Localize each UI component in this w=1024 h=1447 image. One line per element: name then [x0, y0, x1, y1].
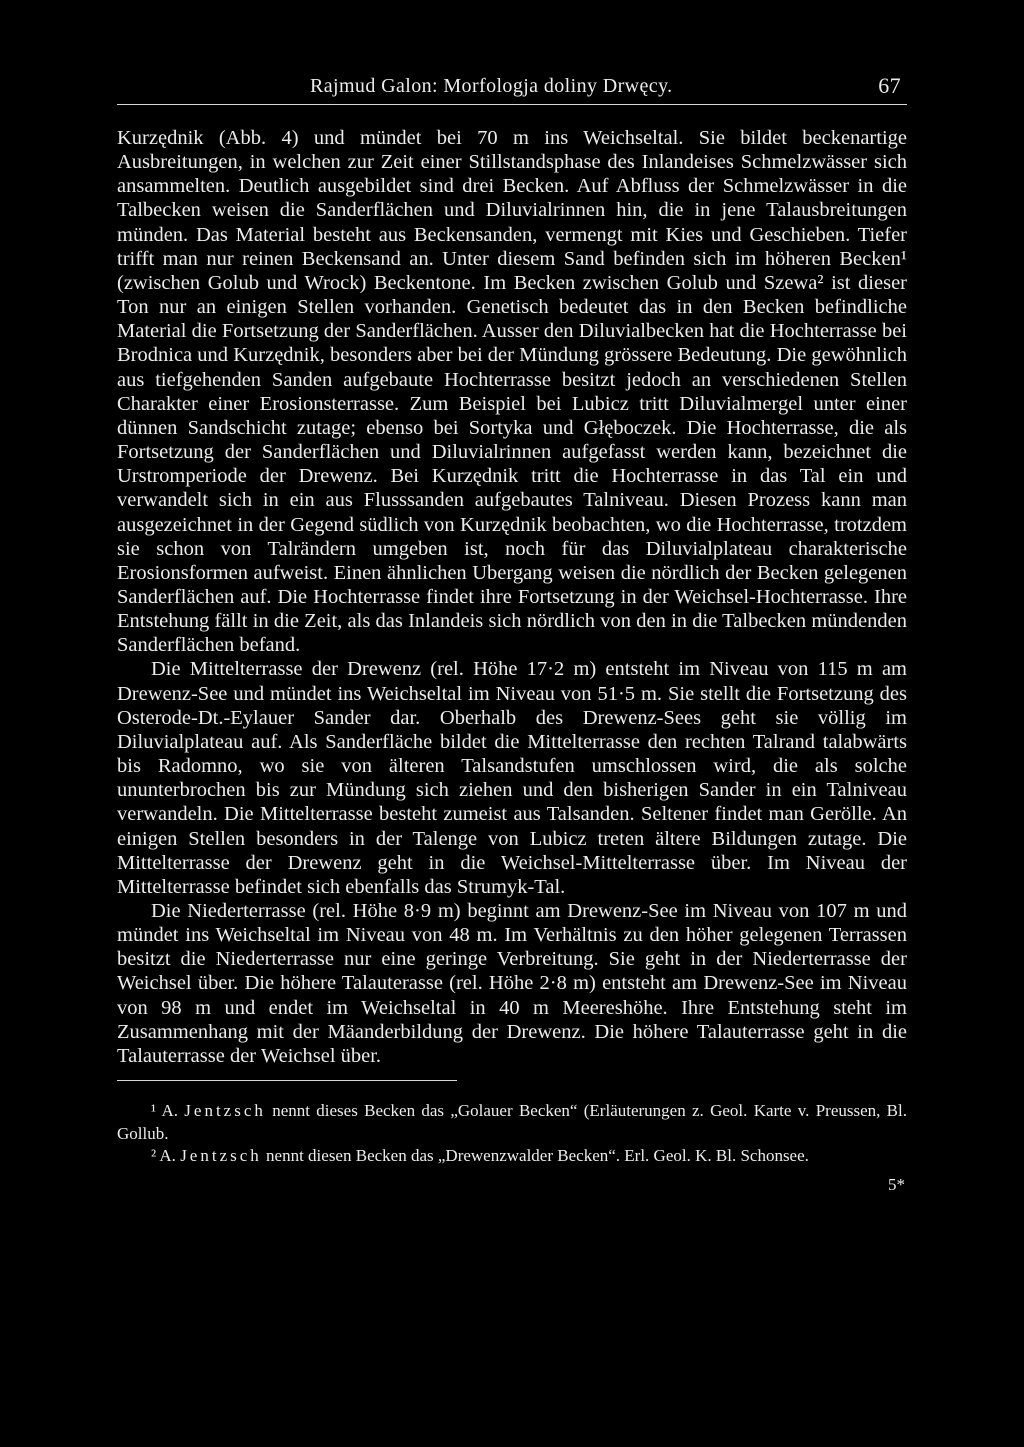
header-divider: [117, 104, 907, 105]
footnote-marker: ² A.: [151, 1146, 181, 1166]
running-title: Rajmud Galon: Morfologja doliny Drwęcy.: [310, 75, 673, 97]
footnote-2: [117, 1145, 907, 1168]
document-page: [117, 70, 907, 1195]
running-header: [117, 70, 907, 102]
footnote-text: nennt dieses Becken das „Golauer Becken“ (Erläuterungen z. Geol. Karte v. Preussen, Bl. Gollub.: [117, 1101, 907, 1143]
main-text: [117, 126, 907, 1068]
footnote-divider: [117, 1080, 457, 1081]
paragraph-2: Die Mittelterrasse der Drewenz (rel. Höhe 17·2 m) entsteht im Niveau von 115 m am Drewenz-See und mündet ins Weichseltal im Niveau von 51·5 m. Sie stellt die Fortsetzung des Osterode-Dt.-Eylauer Sander dar. Oberhalb des Drewenz-Sees geht sie völlig im Diluvialplateau auf. Als Sanderfläche bildet die Mittelterrasse den rechten Talrand talabwärts bis Radomno, wo sie von älteren Talsandstufen umschlossen wird, die als solche ununterbrochen bis zur Mündung sich ziehen und den bisherigen Sander in ein Talniveau verwandeln. Die Mittelterrasse besteht zumeist aus Talsanden. Seltener findet man Gerölle. An einigen Stellen besonders in der Talenge von Lubicz treten ältere Bildungen zutage. Die Mittelterrasse der Drewenz geht in die Weichsel-Mittelterrasse über. Im Niveau der Mittelterrasse befindet sich ebenfalls das Strumyk-Tal.: [117, 658, 907, 898]
footnote-text: nennt diesen Becken das „Drewenzwalder Becken“. Erl. Geol. K. Bl. Schonsee.: [261, 1146, 809, 1166]
footnote-author: Jentzsch: [184, 1101, 266, 1121]
footnote-1: [117, 1100, 907, 1145]
paragraph-3: Die Niederterrasse (rel. Höhe 8·9 m) beginnt am Drewenz-See im Niveau von 107 m und mündet ins Weichseltal im Niveau von 48 m. Im Verhältnis zu den höher gelegenen Terrassen besitzt die Niederterrasse nur eine geringe Verbreitung. Sie geht in der Niederterrasse der Weichsel über. Die höhere Talauterasse (rel. Höhe 2·8 m) entsteht am Drewenz-See im Niveau von 98 m und endet im Weichseltal in 40 m Meereshöhe. Ihre Entstehung steht im Zusammenhang mit der Mäanderbildung der Drewenz. Die höhere Talauterrasse geht in die Talauterrasse der Weichsel über.: [117, 900, 907, 1067]
signature-mark: 5*: [888, 1174, 905, 1194]
paragraph-1: Kurzędnik (Abb. 4) und mündet bei 70 m ins Weichseltal. Sie bildet beckenartige Ausbreitungen, in welchen zur Zeit einer Stillstandsphase des Inlandeises Schmelzwässer sich ansammelten. Deutlich ausgebildet sind drei Becken. Auf Abfluss der Schmelzwässer in die Talbecken weisen die Sanderflächen und Diluvialrinnen hin, die in jene Talausbreitungen münden. Das Material besteht aus Beckensanden, vermengt mit Kies und Geschieben. Tiefer trifft man nur reinen Beckensand an. Unter diesem Sand befinden sich im höheren Becken¹ (zwischen Golub und Wrock) Beckentone. Im Becken zwischen Golub und Szewa² ist dieser Ton nur an einigen Stellen vorhanden. Genetisch bedeutet das in den Becken befindliche Material die Fortsetzung der Sanderflächen. Ausser den Diluvialbecken hat die Hochterrasse bei Brodnica und Kurzędnik, besonders aber bei der Mündung grössere Bedeutung. Die gewöhnlich aus tiefgehenden Sanden aufgebaute Hochterrasse besitzt jedoch an verschiedenen Stellen Charakter einer Erosionsterrasse. Zum Beispiel bei Lubicz tritt Diluvialmergel unter einer dünnen Sandschicht zutage; ebenso bei Sortyka und Głęboczek. Die Hochterrasse, die als Fortsetzung der Sanderflächen und Diluvialrinnen aufgefasst werden kann, bezeichnet die Urstromperiode der Drewenz. Bei Kurzędnik tritt die Hochterrasse in das Tal ein und verwandelt sich in ein aus Flusssanden aufgebautes Talniveau. Diesen Prozess kann man ausgezeichnet in der Gegend südlich von Kurzędnik beobachten, wo die Hochterrasse, trotzdem sie schon von Talrändern umgeben ist, noch für das Diluvialplateau charakterische Erosionsformen aufweist. Einen ähnlichen Ubergang weisen die nördlich der Becken gelegenen Sanderflächen auf. Die Hochterrasse findet ihre Fortsetzung in der Weichsel-Hochterrasse. Ihre Entstehung fällt in die Zeit, als das Inlandeis sich nördlich von den in die Talbecken mündenden Sanderflächen befand.: [117, 127, 907, 657]
footnote-author: Jentzsch: [180, 1146, 262, 1166]
footnote-marker: ¹ A.: [151, 1101, 185, 1121]
footnotes: [117, 1100, 907, 1168]
page-number: 67: [878, 73, 901, 98]
